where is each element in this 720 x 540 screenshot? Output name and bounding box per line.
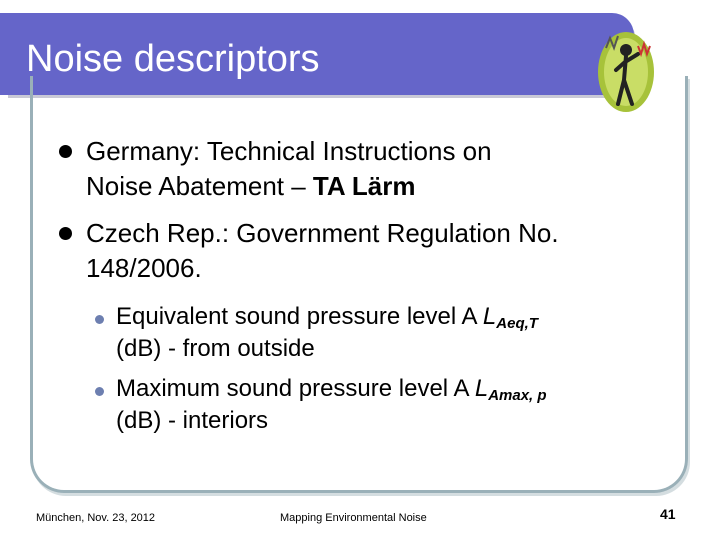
footer-title: Mapping Environmental Noise <box>280 512 427 524</box>
symbol-l: L <box>474 375 489 402</box>
bullet-dot <box>59 145 72 158</box>
page-number: 41 <box>660 506 676 522</box>
sub-bullet-leq-line1 <box>116 301 538 336</box>
sub-bullet-leq-line2: (dB) - from outside <box>116 335 315 362</box>
sub-bullet-dot <box>95 387 104 396</box>
symbol-l: L <box>482 303 497 330</box>
sub-bullet-dot <box>95 315 104 324</box>
lamax-symbol <box>475 375 547 402</box>
ta-larm-label: TA Lärm <box>312 171 416 201</box>
symbol-subscript: Amax, p <box>488 387 547 404</box>
sub-bullet-lmax-line2: (dB) - interiors <box>116 407 269 434</box>
footer-date: München, Nov. 23, 2012 <box>36 512 156 524</box>
laeq-symbol <box>483 303 538 330</box>
bullet-germany-line2 <box>86 169 416 204</box>
noise-person-logo-icon <box>588 28 658 118</box>
sub-bullet-lmax-line1 <box>116 373 547 408</box>
bullet-germany-text: Noise Abatement – <box>86 171 313 201</box>
sub-bullet-leq-text: Equivalent sound pressure level A <box>116 303 483 330</box>
sub-bullet-lmax-text: Maximum sound pressure level A <box>116 375 475 402</box>
symbol-subscript: Aeq,T <box>496 315 538 332</box>
bullet-dot <box>59 227 72 240</box>
slide-title: Noise descriptors <box>26 38 320 80</box>
bullet-czech-line1: Czech Rep.: Government Regulation No. <box>86 218 559 248</box>
bullet-czech-line2: 148/2006. <box>86 253 202 283</box>
bullet-germany-line1: Germany: Technical Instructions on <box>86 136 492 166</box>
